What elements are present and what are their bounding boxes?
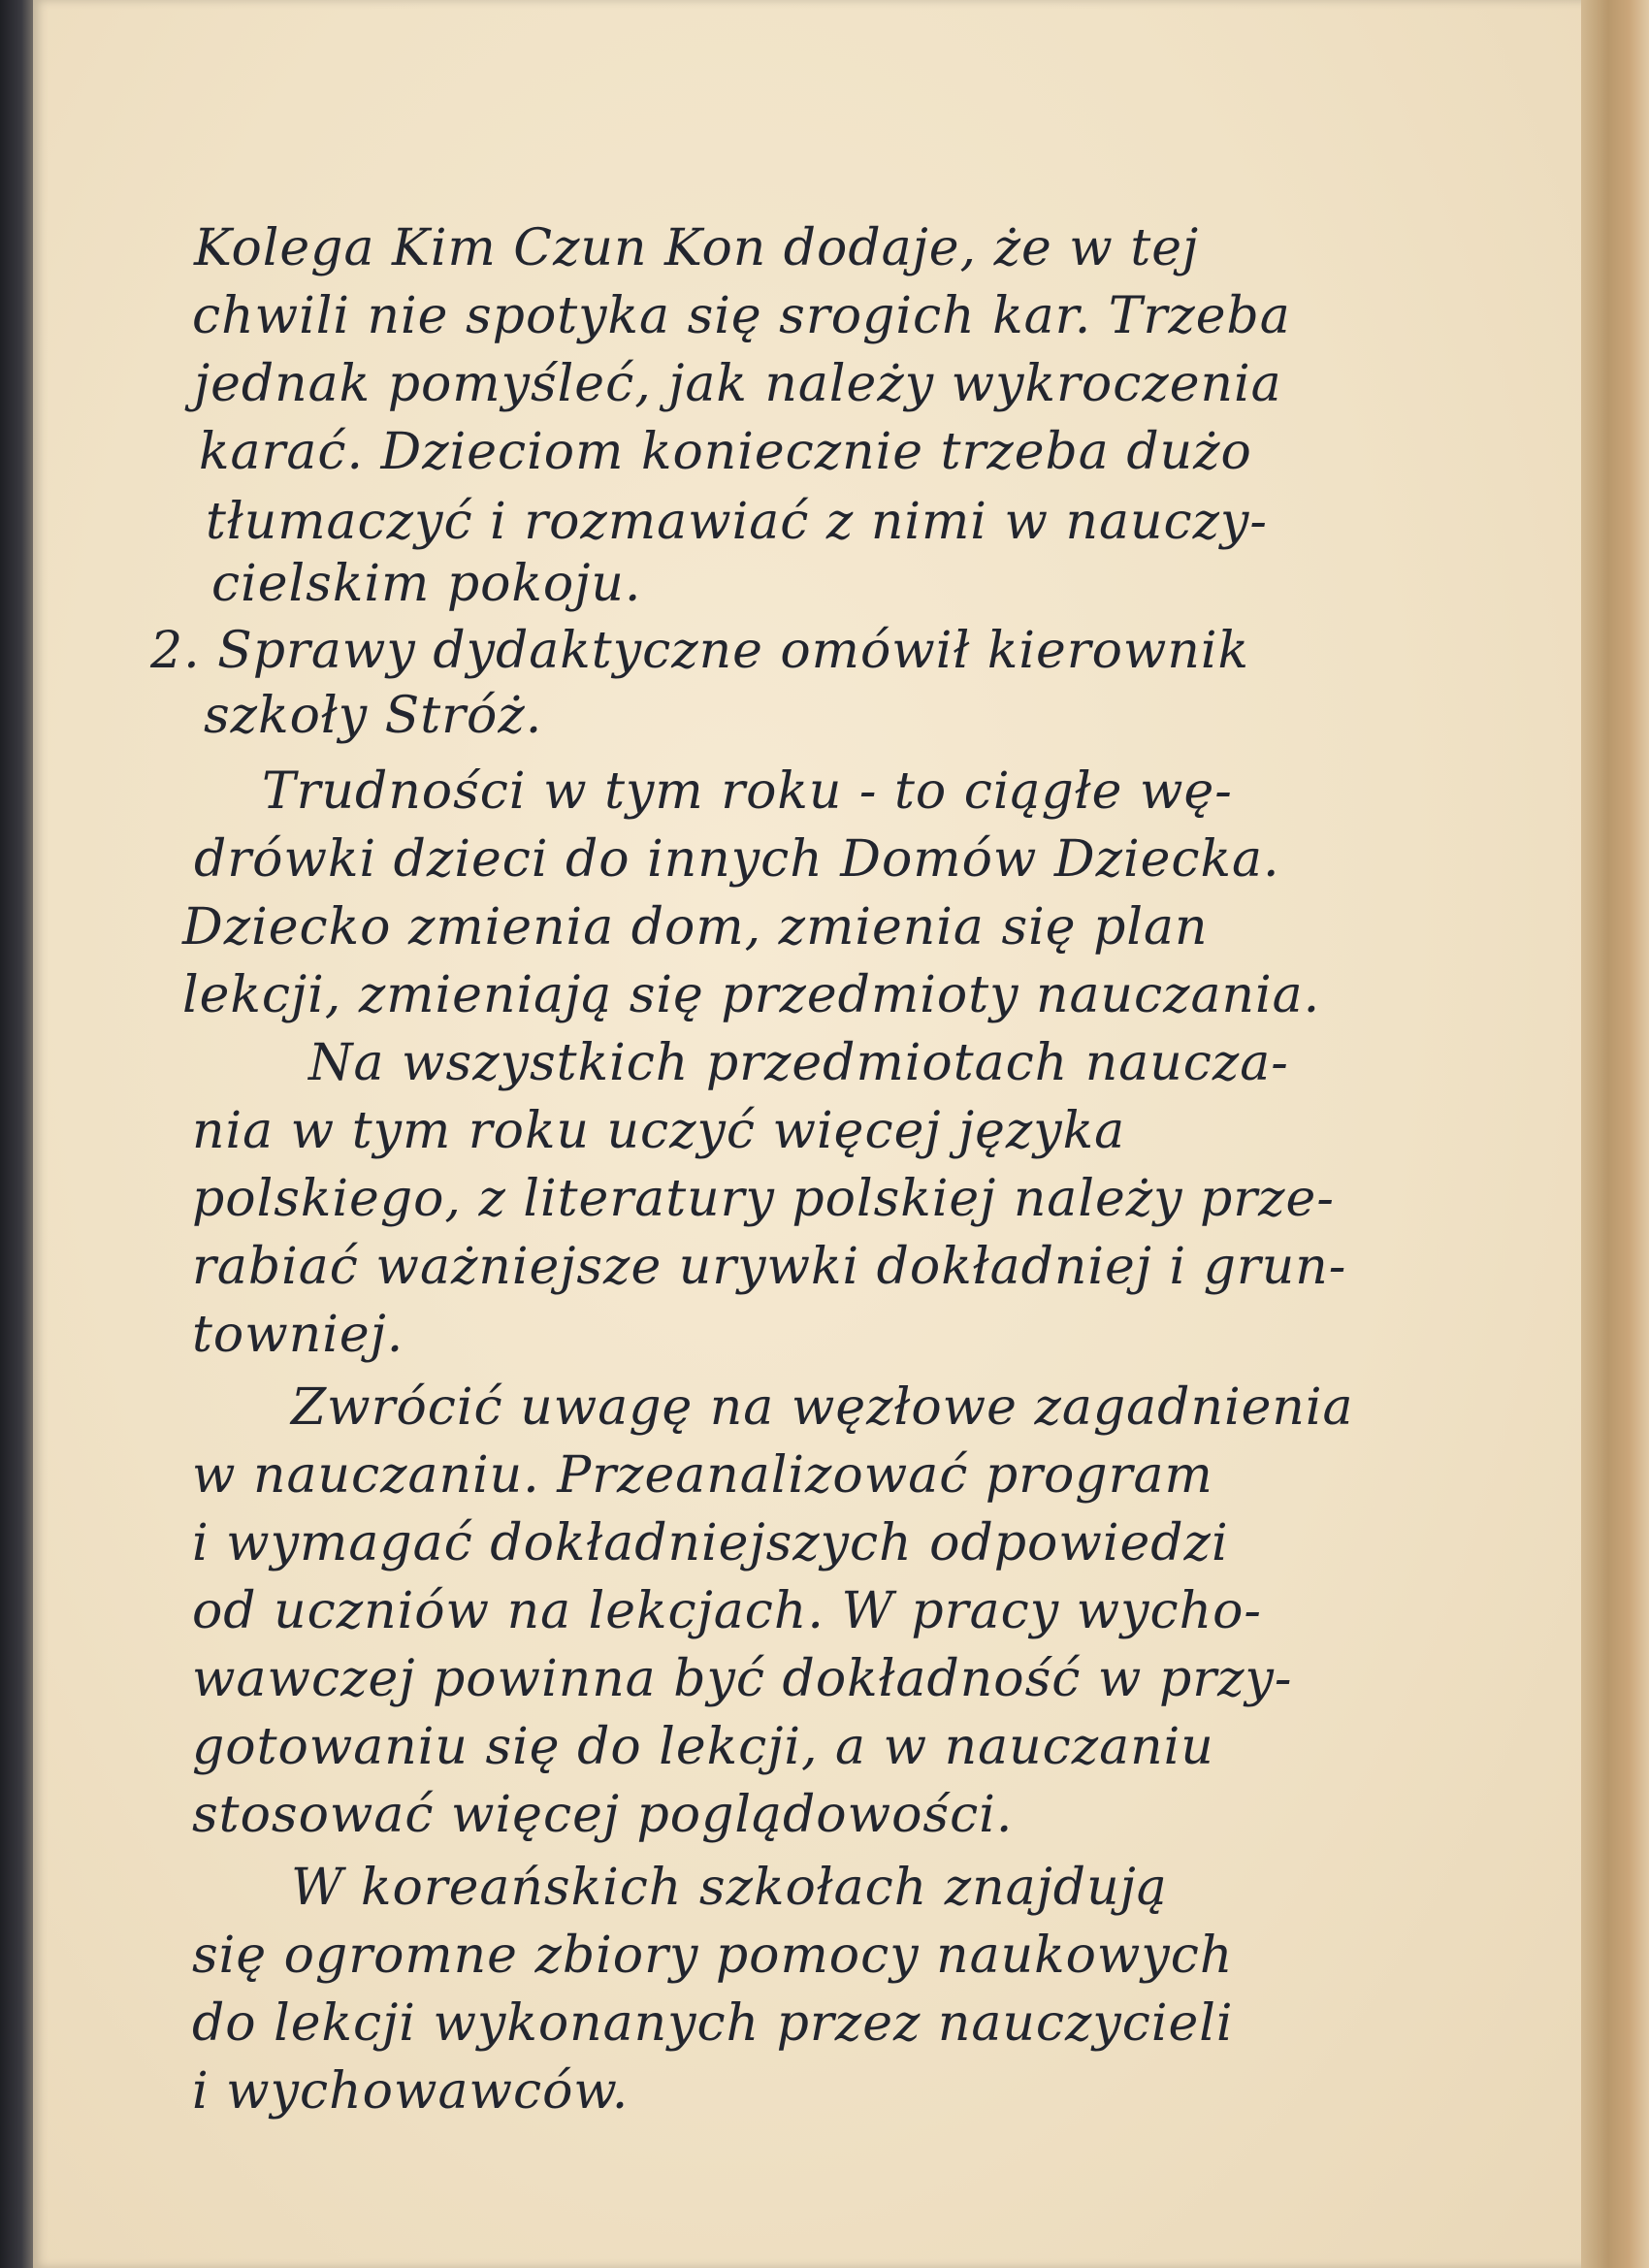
- text-line: do lekcji wykonanych przez nauczycieli: [192, 1994, 1234, 2053]
- text-line: towniej.: [192, 1306, 404, 1364]
- text-line: i wymagać dokładniejszych odpowiedzi: [192, 1514, 1229, 1572]
- text-line: od uczniów na lekcjach. W pracy wycho-: [192, 1582, 1262, 1640]
- text-line: szkoły Stróż.: [204, 687, 543, 745]
- text-line: gotowaniu się do lekcji, a w nauczaniu: [192, 1718, 1214, 1776]
- text-line: nia w tym roku uczyć więcej języka: [192, 1102, 1126, 1160]
- text-line: stosować więcej poglądowości.: [192, 1786, 1014, 1844]
- text-line: Na wszystkich przedmiotach naucza-: [308, 1034, 1289, 1092]
- text-line: karać. Dzieciom koniecznie trzeba dużo: [199, 423, 1252, 481]
- text-line: się ogromne zbiory pomocy naukowych: [192, 1927, 1234, 1985]
- text-line: W koreańskich szkołach znajdują: [291, 1859, 1168, 1917]
- text-line: rabiać ważniejsze urywki dokładniej i grun-: [192, 1238, 1347, 1296]
- text-line: wawczej powinna być dokładność w przy-: [192, 1650, 1293, 1708]
- text-line: Zwrócić uwagę na węzłowe zagadnienia: [291, 1378, 1354, 1437]
- text-line: lekcji, zmieniają się przedmioty nauczania.: [182, 966, 1321, 1024]
- text-line: chwili nie spotyka się srogich kar. Trzeba: [192, 287, 1291, 345]
- text-line: jednak pomyśleć, jak należy wykroczenia: [194, 355, 1282, 413]
- text-line: polskiego, z literatury polskiej należy prze-: [192, 1170, 1335, 1228]
- text-line: drówki dzieci do innych Domów Dziecka.: [194, 830, 1280, 889]
- text-line: i wychowawców.: [192, 2062, 630, 2121]
- text-line: Trudności w tym roku - to ciągłe wę-: [262, 762, 1233, 821]
- text-line: Dziecko zmienia dom, zmienia się plan: [182, 898, 1209, 956]
- text-line: cielskim pokoju.: [211, 555, 642, 613]
- text-line: tłumaczyć i rozmawiać z nimi w nauczy-: [206, 493, 1268, 551]
- text-line: 2. Sprawy dydaktyczne omówił kierownik: [150, 622, 1250, 680]
- text-line: w nauczaniu. Przeanalizować program: [192, 1446, 1213, 1505]
- text-line: Kolega Kim Czun Kon dodaje, że w tej: [194, 219, 1200, 277]
